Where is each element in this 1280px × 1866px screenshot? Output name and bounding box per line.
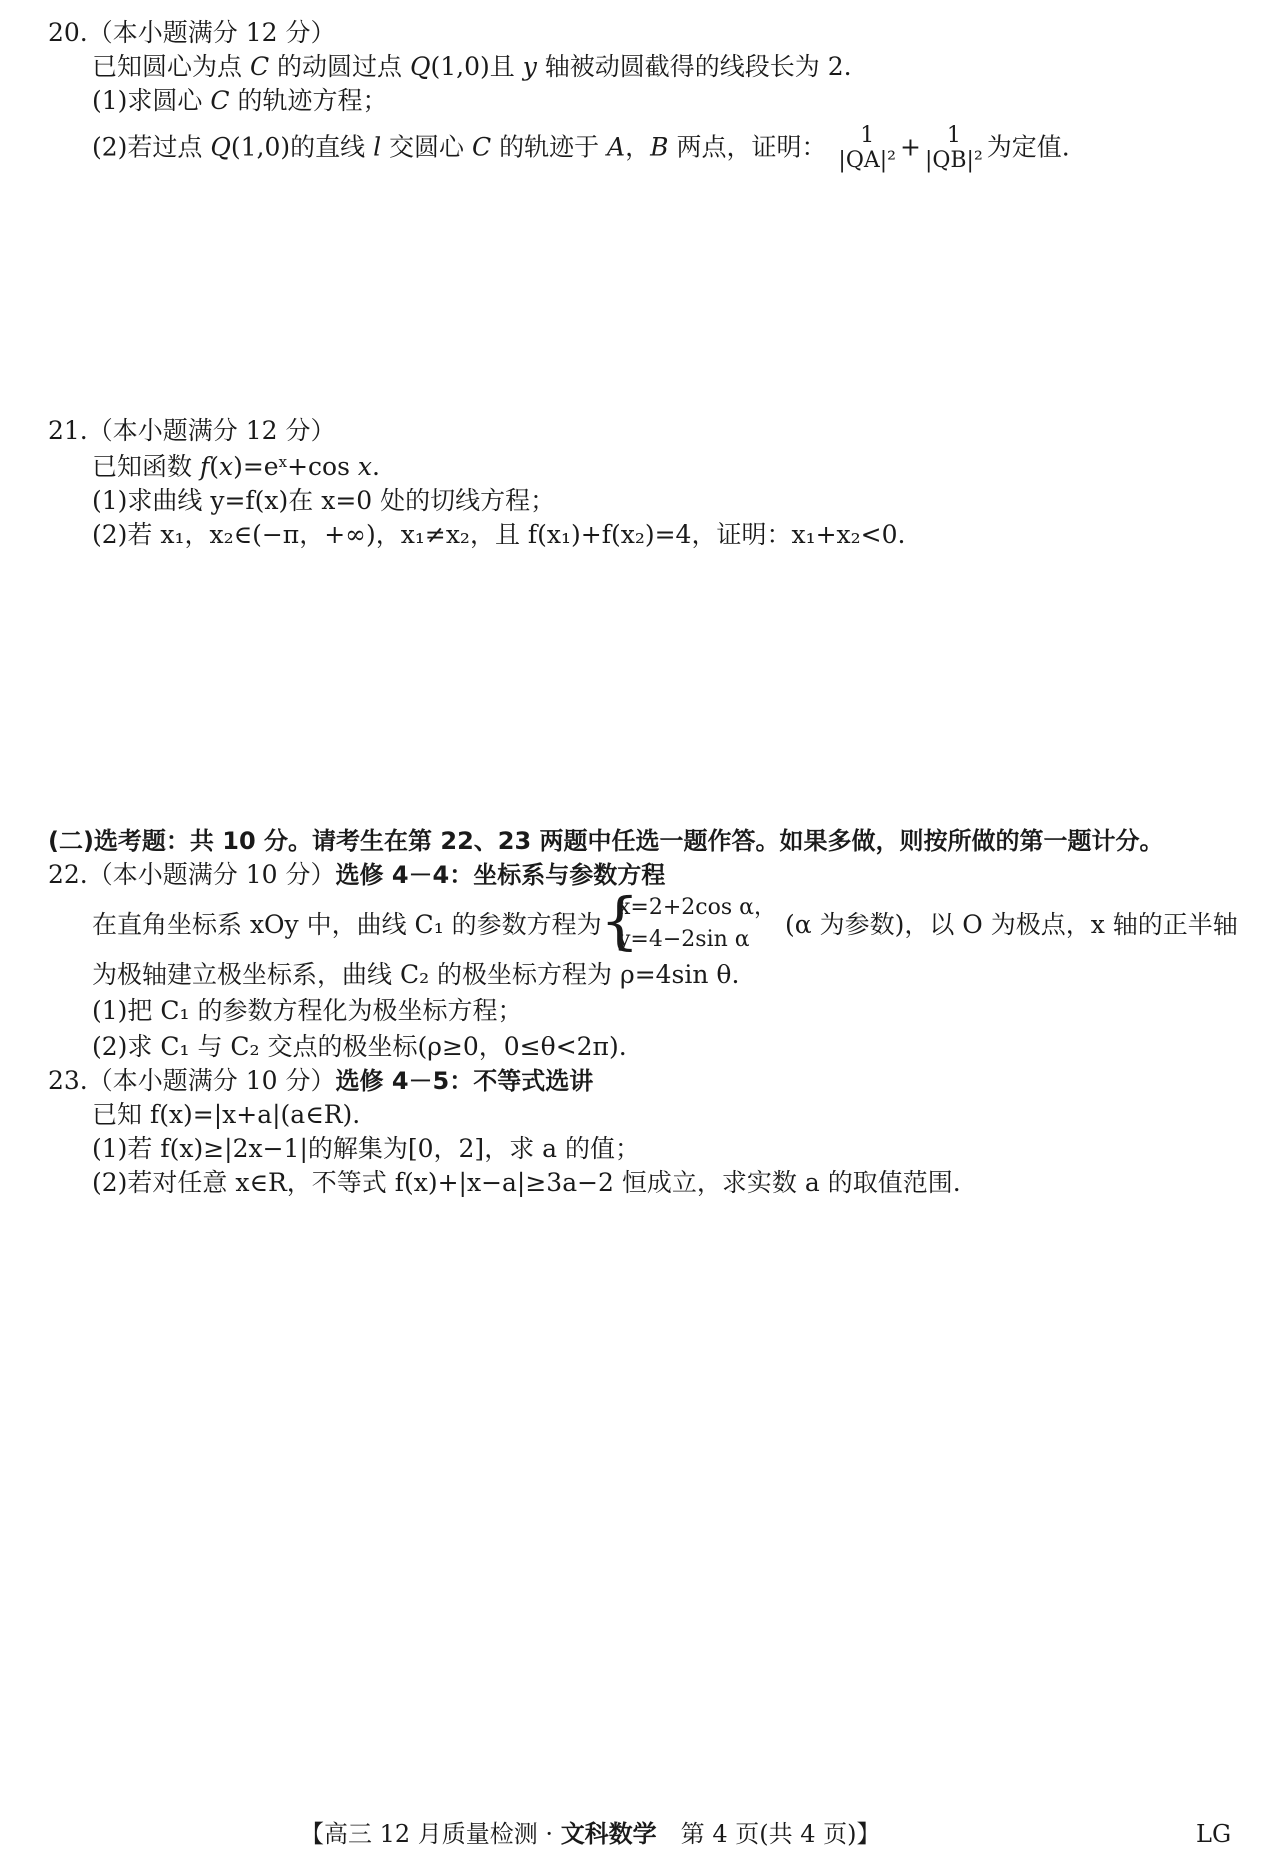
- q23-part2: (2)若对任意 x∈R，不等式 f(x)+|x−a|≥3a−2 恒成立，求实数 a 的取值范围.: [92, 1168, 961, 1197]
- page-footer: 【高三 12 月质量检测 · 文科数学 第 4 页(共 4 页)】: [300, 1820, 881, 1848]
- fraction-qa: 1 |QA|²: [838, 123, 896, 173]
- q22-stem-2: 为极轴建立极坐标系，曲线 C₂ 的极坐标方程为 ρ=4sin θ.: [92, 960, 740, 989]
- q21-part1: (1)求曲线 y=f(x)在 x=0 处的切线方程；: [92, 486, 556, 515]
- q20-header: 20.（本小题满分 12 分）: [48, 18, 336, 47]
- param-eq-x: x=2+2cos α，: [618, 895, 776, 920]
- q22-stem: 在直角坐标系 xOy 中，曲线 C₁ 的参数方程为: [92, 910, 602, 939]
- q20-part2: (2)若过点 Q(1,0)的直线 l 交圆心 C 的轨迹于 A，B 两点，证明： 1 |QA|² + 1 |QB|² 为定值.: [92, 123, 1070, 173]
- q20-part1: (1)求圆心 C 的轨迹方程；: [92, 86, 388, 115]
- q21-header: 21.（本小题满分 12 分）: [48, 416, 336, 445]
- left-brace: {: [600, 884, 640, 957]
- param-eq-y: y=4−2sin α: [618, 927, 750, 952]
- q23-stem: 已知 f(x)=|x+a|(a∈R).: [92, 1100, 361, 1129]
- footer-code: LG: [1196, 1820, 1232, 1848]
- q21-part2: (2)若 x₁，x₂∈(−π，+∞)，x₁≠x₂，且 f(x₁)+f(x₂)=4，证明：x₁+x₂<0.: [92, 520, 906, 549]
- fraction-qb: 1 |QB|²: [924, 123, 983, 173]
- q22-part2: (2)求 C₁ 与 C₂ 交点的极坐标(ρ≥0，0≤θ<2π).: [92, 1032, 627, 1061]
- q23-part1: (1)若 f(x)≥|2x−1|的解集为[0，2]，求 a 的值；: [92, 1134, 640, 1163]
- q23-header: 23.（本小题满分 10 分）选修 4－5：不等式选讲: [48, 1066, 594, 1095]
- section-optional-title: (二)选考题：共 10 分。请考生在第 22、23 两题中任选一题作答。如果多做，则按所做的第一题计分。: [48, 827, 1164, 855]
- q20-stem: 已知圆心为点 C 的动圆过点 Q(1,0)且 y 轴被动圆截得的线段长为 2.: [92, 52, 852, 81]
- q22-part1: (1)把 C₁ 的参数方程化为极坐标方程；: [92, 996, 523, 1025]
- q22-header: 22.（本小题满分 10 分）选修 4－4：坐标系与参数方程: [48, 860, 666, 889]
- q22-stem-cont: (α 为参数)，以 O 为极点，x 轴的正半轴: [785, 910, 1238, 939]
- q21-stem: 已知函数 $f(x)=e^x+\cos$ x.: [92, 452, 380, 481]
